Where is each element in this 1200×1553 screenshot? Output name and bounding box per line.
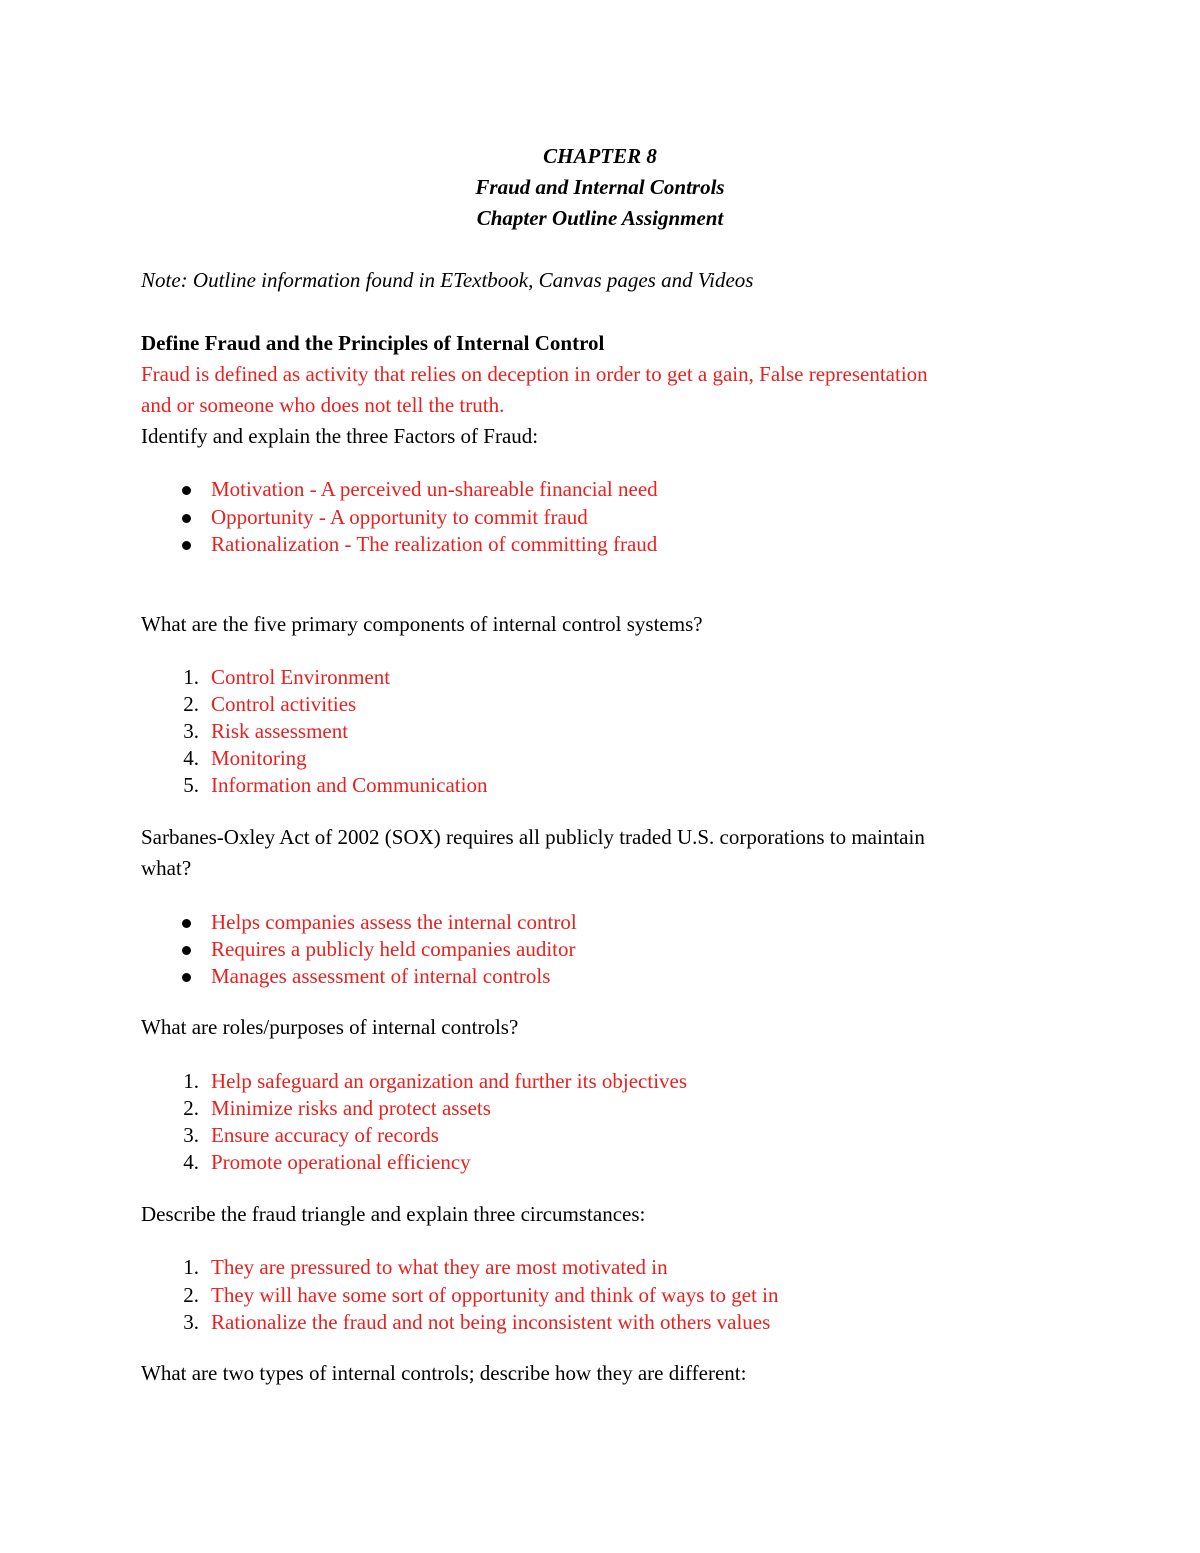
question-two-types: What are two types of internal controls; describe how they are different:: [141, 1361, 747, 1385]
list-number: 2.: [183, 1096, 199, 1120]
factor-text: Opportunity - A opportunity to commit fraud: [211, 505, 588, 529]
bullet-icon: [182, 514, 191, 523]
list-number: 3.: [183, 1123, 199, 1147]
component-text: Information and Communication: [211, 773, 488, 797]
note-text: Note: Outline information found in ETextbook, Canvas pages and Videos: [141, 268, 754, 292]
bullet-icon: [182, 541, 191, 550]
sox-item-text: Requires a publicly held companies auditor: [211, 937, 576, 961]
bullet-icon: [182, 946, 191, 955]
component-text: Risk assessment: [211, 719, 349, 743]
purpose-text: Minimize risks and protect assets: [211, 1096, 491, 1120]
component-text: Control activities: [211, 692, 357, 716]
purpose-text: Help safeguard an organization and further its objectives: [211, 1069, 688, 1093]
component-text: Monitoring: [211, 746, 307, 770]
question-factors-of-fraud: Identify and explain the three Factors of Fraud:: [141, 424, 539, 448]
factor-text: Rationalization - The realization of committing fraud: [211, 532, 658, 556]
fraud-definition-line-1: Fraud is defined as activity that relies on deception in order to get a gain, False representation: [141, 362, 928, 386]
bullet-icon: [182, 973, 191, 982]
list-number: 5.: [183, 773, 199, 797]
purpose-text: Promote operational efficiency: [211, 1150, 471, 1174]
chapter-subtitle: Chapter Outline Assignment: [476, 206, 724, 230]
list-number: 2.: [183, 692, 199, 716]
bullet-icon: [182, 486, 191, 495]
section-heading-fraud: Define Fraud and the Principles of Internal Control: [141, 331, 605, 355]
question-roles-purposes: What are roles/purposes of internal controls?: [141, 1015, 519, 1039]
list-number: 3.: [183, 1310, 199, 1334]
chapter-title: Fraud and Internal Controls: [475, 175, 725, 199]
component-text: Control Environment: [211, 665, 391, 689]
chapter-number: CHAPTER 8: [543, 144, 657, 168]
circumstance-text: Rationalize the fraud and not being inconsistent with others values: [211, 1310, 771, 1334]
list-number: 4.: [183, 1150, 199, 1174]
question-fraud-triangle: Describe the fraud triangle and explain three circumstances:: [141, 1202, 646, 1226]
list-number: 3.: [183, 719, 199, 743]
question-sox-line-2: what?: [141, 856, 192, 880]
list-number: 1.: [183, 1255, 199, 1279]
question-sox-line-1: Sarbanes-Oxley Act of 2002 (SOX) requires all publicly traded U.S. corporations to maintain: [141, 825, 925, 849]
fraud-definition-line-2: and or someone who does not tell the truth.: [141, 393, 505, 417]
list-number: 1.: [183, 1069, 199, 1093]
list-number: 4.: [183, 746, 199, 770]
sox-item-text: Helps companies assess the internal control: [211, 910, 577, 934]
factor-text: Motivation - A perceived un-shareable financial need: [211, 477, 658, 501]
list-number: 2.: [183, 1283, 199, 1307]
bullet-icon: [182, 919, 191, 928]
sox-item-text: Manages assessment of internal controls: [211, 964, 551, 988]
circumstance-text: They are pressured to what they are most motivated in: [211, 1255, 668, 1279]
list-number: 1.: [183, 665, 199, 689]
purpose-text: Ensure accuracy of records: [211, 1123, 439, 1147]
question-five-components: What are the five primary components of internal control systems?: [141, 612, 703, 636]
circumstance-text: They will have some sort of opportunity and think of ways to get in: [211, 1283, 779, 1307]
